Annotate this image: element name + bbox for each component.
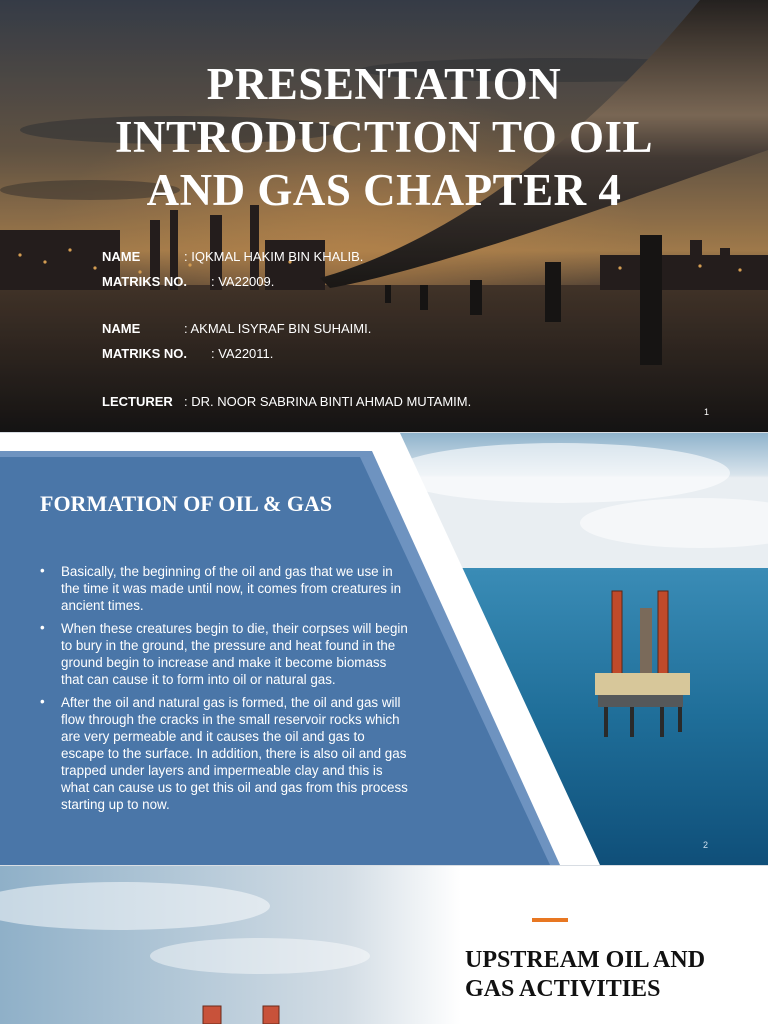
list-item (40, 563, 410, 614)
slide-heading: FORMATION OF OIL & GAS (40, 491, 333, 516)
name-value: : AKMAL ISYRAF BIN SUHAIMI. (184, 321, 372, 336)
slide-number: 1 (704, 407, 710, 417)
title-slide (0, 0, 768, 432)
upstream-slide (0, 866, 768, 1024)
bullet-text: When these creatures begin to die, their corpses will begin to bury in the ground, the pressure and heat found in the ground begin to increase and make it become biomass that can cause it to form into oil or natural gas. (61, 621, 408, 687)
matriks-value: : VA22011. (211, 346, 274, 361)
bullet-icon: • (40, 694, 45, 709)
list-item (40, 620, 410, 688)
name-value: : IQKMAL HAKIM BIN KHALIB. (184, 249, 364, 264)
lecturer-label: LECTURER (102, 394, 173, 409)
bullet-list (40, 563, 410, 819)
lecturer-value: : DR. NOOR SABRINA BINTI AHMAD MUTAMIM. (184, 394, 472, 409)
formation-slide (0, 433, 768, 865)
matriks-label: MATRIKS NO. (102, 274, 187, 289)
bullet-text: Basically, the beginning of the oil and gas that we use in the time it was made until now, it comes from creatures in ancient times. (61, 564, 402, 613)
bullet-icon: • (40, 620, 45, 635)
heading-line-1: UPSTREAM OIL AND (465, 947, 706, 973)
accent-bar (532, 918, 568, 922)
name-label: NAME (102, 321, 141, 336)
bullet-icon: • (40, 563, 45, 578)
title-line-2: INTRODUCTION TO OIL (115, 112, 653, 162)
slide-heading (465, 946, 745, 1004)
title-line-3: AND GAS CHAPTER 4 (146, 165, 622, 215)
bullet-text: After the oil and natural gas is formed, the oil and gas will flow through the cracks in the small reservoir rocks which are very permeable and it causes the oil and gas to escape to the surface. In addition, there is also oil and gas trapped under layers and impermeable clay and this is what can cause us to get this oil and gas from this process starting up to now. (61, 695, 408, 812)
matriks-value: : VA22009. (211, 274, 275, 289)
list-item (40, 694, 410, 813)
presentation-title (40, 58, 728, 217)
name-label: NAME (102, 249, 141, 264)
heading-line-2: GAS ACTIVITIES (465, 976, 661, 1002)
slide-number: 2 (703, 840, 709, 850)
matriks-label: MATRIKS NO. (102, 346, 187, 361)
title-line-1: PRESENTATION (206, 59, 562, 109)
